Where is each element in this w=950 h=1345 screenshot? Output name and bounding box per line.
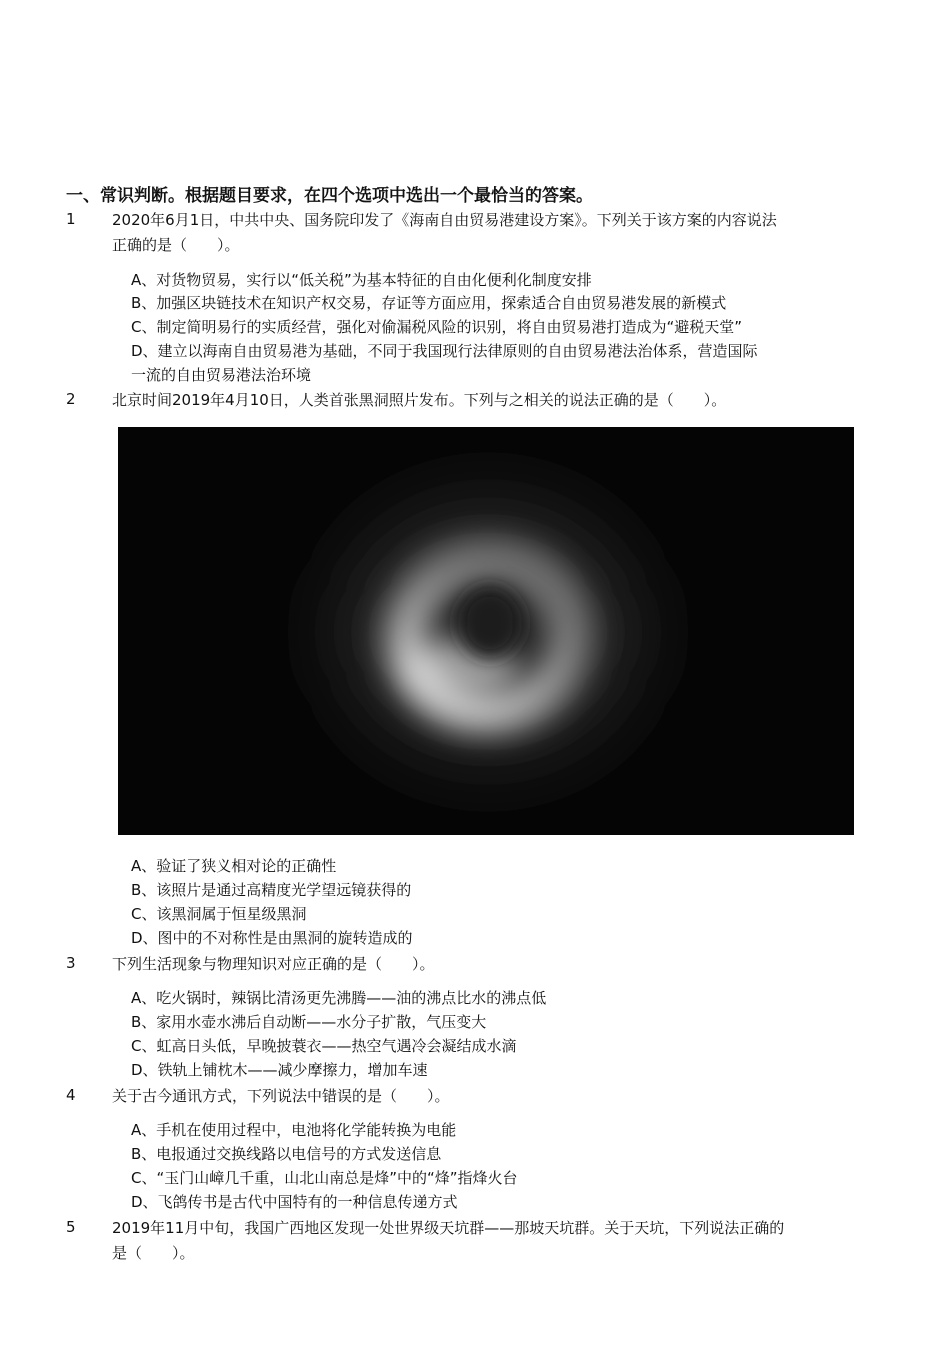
question-stem-line: 是（ ）。	[112, 1244, 195, 1262]
question-number: 2	[66, 390, 76, 408]
question-stem-line: 关于古今通讯方式，下列说法中错误的是（ ）。	[112, 1087, 450, 1105]
option-d: D、飞鸽传书是古代中国特有的一种信息传递方式	[131, 1193, 458, 1211]
option-a: A、对货物贸易，实行以“低关税”为基本特征的自由化便利化制度安排	[131, 271, 592, 289]
question-stem-line: 2020年6月1日，中共中央、国务院印发了《海南自由贸易港建设方案》。下列关于该方案的内容说法	[112, 211, 777, 229]
option-b: B、加强区块链技术在知识产权交易，存证等方面应用，探索适合自由贸易港发展的新模式	[131, 294, 727, 312]
option-d: D、建立以海南自由贸易港为基础，不同于我国现行法律原则的自由贸易港法治体系，营造国际	[131, 342, 758, 360]
option-b: B、该照片是通过高精度光学望远镜获得的	[131, 881, 412, 899]
question-number: 3	[66, 954, 76, 972]
question-stem-line: 2019年11月中旬，我国广西地区发现一处世界级天坑群——那坡天坑群。关于天坑，下列说法正确的	[112, 1219, 785, 1237]
black-hole-image	[118, 427, 854, 835]
question-stem-line: 下列生活现象与物理知识对应正确的是（ ）。	[112, 955, 435, 973]
question-number: 1	[66, 210, 76, 228]
question-number: 5	[66, 1218, 76, 1236]
option-a: A、手机在使用过程中，电池将化学能转换为电能	[131, 1121, 457, 1139]
photo-shadow-core	[458, 587, 522, 659]
section-title: 一、常识判断。根据题目要求，在四个选项中选出一个最恰当的答案。	[66, 186, 593, 206]
option-d: D、铁轨上铺枕木——减少摩擦力，增加车速	[131, 1061, 428, 1079]
option-b: B、家用水壶水沸后自动断——水分子扩散，气压变大	[131, 1013, 487, 1031]
option-c: C、“玉门山嶂几千重，山北山南总是烽”中的“烽”指烽火台	[131, 1169, 518, 1187]
question-stem-line: 正确的是（ ）。	[112, 236, 240, 254]
option-a: A、吃火锅时，辣锅比清汤更先沸腾——油的沸点比水的沸点低	[131, 989, 547, 1007]
option-d-continued: 一流的自由贸易港法治环境	[131, 366, 312, 384]
option-c: C、制定简明易行的实质经营，强化对偷漏税风险的识别，将自由贸易港打造成为“避税天堂”	[131, 318, 743, 336]
option-d: D、图中的不对称性是由黑洞的旋转造成的	[131, 929, 413, 947]
question-number: 4	[66, 1086, 76, 1104]
question-stem-line: 北京时间2019年4月10日，人类首张黑洞照片发布。下列与之相关的说法正确的是（ ）。	[112, 391, 727, 409]
option-c: C、虹高日头低，早晚披蓑衣——热空气遇冷会凝结成水滴	[131, 1037, 517, 1055]
black-hole-photo	[118, 427, 854, 835]
option-b: B、电报通过交换线路以电信号的方式发送信息	[131, 1145, 442, 1163]
option-a: A、验证了狭义相对论的正确性	[131, 857, 337, 875]
option-c: C、该黑洞属于恒星级黑洞	[131, 905, 307, 923]
